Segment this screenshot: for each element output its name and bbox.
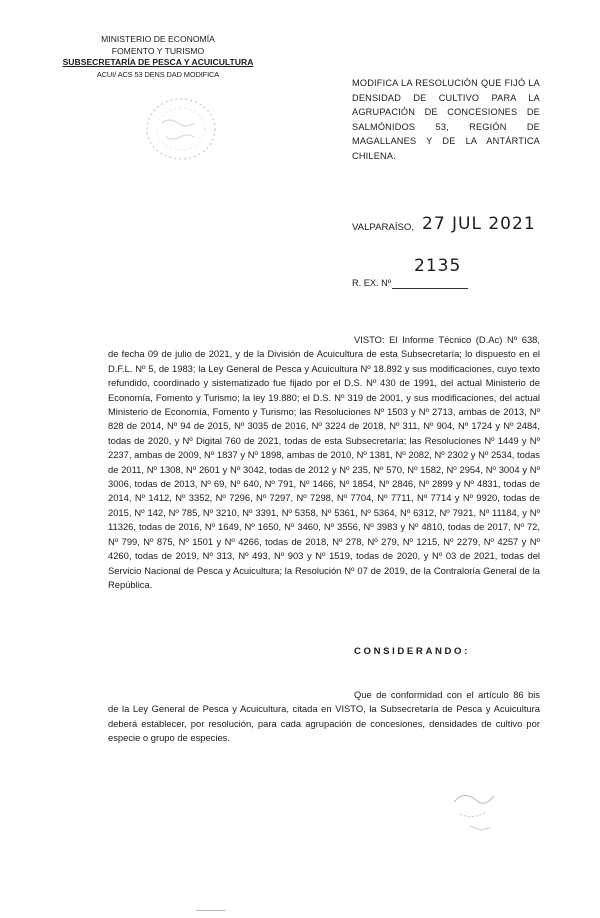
page-footer-mark <box>196 910 226 911</box>
ministry-name: MINISTERIO DE ECONOMÍA <box>101 34 215 44</box>
signature-mark <box>440 782 510 842</box>
date-stamp: 27 JUL 2021 <box>422 214 536 234</box>
resolution-subject: MODIFICA LA RESOLUCIÓN QUE FIJÓ LA DENSIDAD DE CULTIVO PARA LA AGRUPACIÓN DE CONCESIONES DE SALMÓNIDOS 53, REGIÓN DE MAGALLANES Y DE LA ANTÁRTICA CHILENA. <box>352 78 540 161</box>
date-place-label: VALPARAÍSO, <box>352 222 415 233</box>
undersecretariat-name: SUBSECRETARÍA DE PESCA Y ACUICULTURA <box>62 57 254 67</box>
considerando-paragraph: Que de conformidad con el artículo 86 bis de la Ley General de Pesca y Acuicultura, citada en VISTO, la Subsecretaría de Pesca y Acuicultura deberá establecer, por resolución, para cada agrupación de concesiones, densidades de cultivo por especie o grupo de especies. <box>108 689 540 744</box>
resolution-number-line <box>352 256 552 292</box>
resolution-number: 2135 <box>414 256 462 276</box>
resolution-number-label: R. EX. Nº <box>352 278 392 288</box>
ministry-subtitle: FOMENTO Y TURISMO <box>111 45 205 56</box>
visto-paragraph: VISTO: El Informe Técnico (D.Ac) Nº 638, de fecha 09 de julio de 2021, y de la División de Acuicultura de esta Subsecretaría; lo dispuesto en el D.F.L. Nº 5, de 1983; la Ley General de Pesca y Acuicultura Nº 18.892 y sus modificaciones, cuyo texto refundido, coordinado y sistematizado fue fijado por el D.S. Nº 430 de 1991, del actual Ministerio de Economía, Fomento y Turismo; la ley 19.880; el D.S. Nº 319 de 2001, y sus modificaciones, del actual Ministerio de Economía, Fomento y Turismo; las Resoluciones Nº 1503 y Nº 2713, ambas de 2013, Nº 828 de 2014, Nº 94 de 2015, Nº 3035 de 2016, Nº 3224 de 2018, Nº 311, Nº 904, Nº 1724 y Nº 2484, todas de 2020, y Nº Digital 760 de 2021, todas de esta Subsecretaría; las Resoluciones Nº 1449 y Nº 2237, ambas de 2009, Nº 1837 y Nº 1898, ambas de 2010, Nº 1381, Nº 2082, Nº 2302 y Nº 2534, todas de 2011, Nº 1308, Nº 2601 y Nº 3042, todas de 2012 y Nº 235, Nº 570, Nº 1582, Nº 2954, Nº 3004 y Nº 3006, todas de 2013, Nº 69, Nº 640, Nº 791, Nº 1466, Nº 1854, Nº 2846, Nº 2899 y Nº 4831, todas de 2014, Nº 1412, Nº 3352, Nº 7296, Nº 7297, Nº 7298, Nº 7704, Nº 7711, Nº 7714 y Nº 9920, todas de 2015, Nº 142, Nº 785, Nº 3210, Nº 3391, Nº 5358, Nº 5361, Nº 5364, Nº 6312, Nº 7921, Nº 11184, y Nº 11326, todas de 2016, Nº 1649, Nº 1650, Nº 3460, Nº 3556, Nº 3983 y Nº 4810, todas de 2017, Nº 72, Nº 799, Nº 875, Nº 1501 y Nº 4266, todas de 2018, Nº 278, Nº 279, Nº 1215, Nº 2279, Nº 4257 y Nº 4260, todas de 2019, Nº 313, Nº 493, Nº 903 y Nº 1519, todas de 2020, y Nº 03 de 2021, todas del Servicio Nacional de Pesca y Acuicultura; la Resolución Nº 07 de 2019, de la Contraloría General de la República. <box>108 334 540 590</box>
faded-seal-stamp <box>142 93 220 165</box>
document-reference: ACUI/ ACS 53 DENS DAD MODIFICA <box>96 69 220 79</box>
letterhead <box>58 34 258 80</box>
date-line <box>352 214 552 244</box>
resolution-number-underline <box>392 288 468 289</box>
considerando-heading: CONSIDERANDO: <box>354 646 470 657</box>
